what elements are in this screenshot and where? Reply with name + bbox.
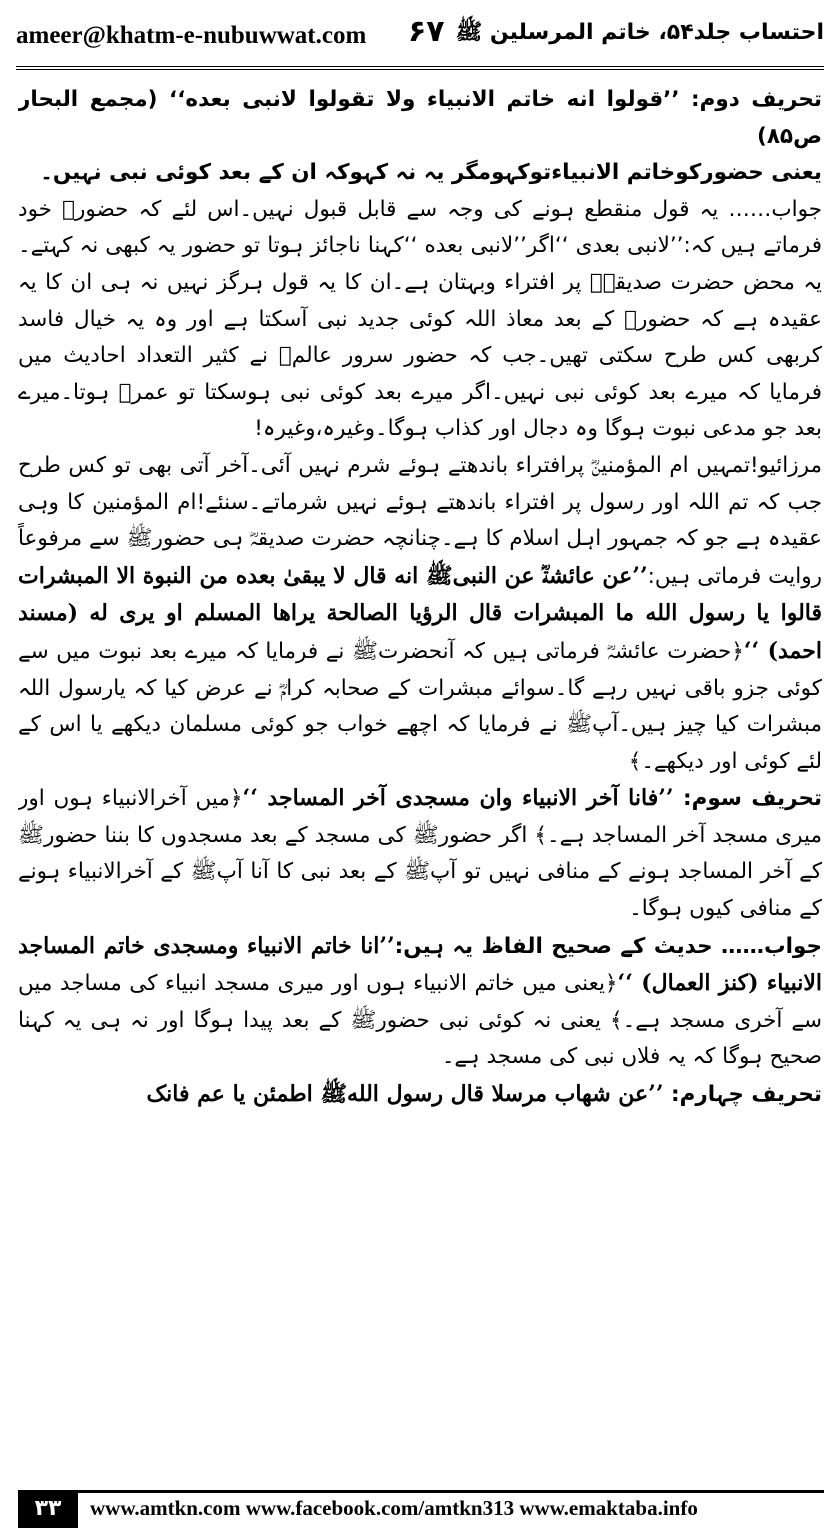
footer-divider <box>18 1490 824 1493</box>
header-email-link[interactable]: ameer@khatm-e-nubuwwat.com <box>16 22 367 49</box>
tahreef-4-arabic: ’’عن شهاب مرسلا قال رسول اللهﷺ اطمئن یا عم فانک <box>146 1081 664 1108</box>
page-header <box>16 0 824 66</box>
answer-2-text: ﴿یعنی میں خاتم الانبیاء ہوں اور میری مسجد انبیاء کی مساجد میں سے آخری مسجد ہے۔﴾ یعنی نہ کوئی نبی حضورﷺ کے بعد پیدا ہوگا اور نہ ہی یہ کہنا صحیح ہوگا کہ یہ فلاں نبی کی مسجد ہے۔ <box>18 971 822 1070</box>
hadith-aisha-arabic: ’’عن عائشةؓ عن النبیﷺ انه قال لا یبقیٰ بعده من النبوة الا المبشرات قالوا یا رسول الله ما المبشرات قال الرؤیا الصالحة یراها المسلم او یری له (مسند احمد) ‘‘ <box>18 562 822 664</box>
header-page-number: ۶۷ <box>408 14 445 49</box>
header-book-title: احتساب جلد۵۴، خاتم المرسلین ﷺ <box>455 20 824 45</box>
footer-links[interactable]: www.amtkn.com www.facebook.com/amtkn313 www.emaktaba.info <box>90 1496 698 1520</box>
answer-1-paragraph: جواب…… یہ قول منقطع ہونے کی وجہ سے قابل قبول نہیں۔اس لئے کہ حضورﷺ خود فرماتے ہیں کہ:’’لانبی بعدی ‘‘اگر’’لانبی بعده ‘‘کہنا ناجائز ہوتا تو حضور یہ کبھی نہ کہتے۔یہ محض حضرت صدیقہؓ پر افتراء وبہتان ہے۔ان کا یہ قول ہرگز نہیں نہ ہی ان کا یہ عقیدہ ہے کہ حضورﷺ کے بعد معاذ اللہ کوئی جدید نبی آسکتا ہے اور وہ یہ خیال فاسد کربھی کس طرح سکتی تھیں۔جب کہ حضور سرور عالمﷺ نے کثیر التعداد احادیث میں فرمایا کہ میرے بعد کوئی نبی نہیں۔اگر میرے بعد کوئی نبی ہوسکتا تو عمرؓ ہوتا۔میرے بعد جو مدعی نبوت ہوگا وہ دجال اور کذاب ہوگا۔وغیرہ،وغیرہ! <box>18 196 822 442</box>
tahreef-3-text: ﴿میں آخرالانبیاء ہوں اور میری مسجد آخر المساجد ہے۔﴾ اگر حضورﷺ کی مسجد کے بعد مسجدوں کا بننا حضورﷺ کے آخر المساجد ہونے کے منافی نہیں تو آپﷺ کے بعد نبی کا آنا آپﷺ کے آخرالانبیاء ہونے کے منافی کیوں ہوگا۔ <box>18 786 822 922</box>
tahreef-2-heading: تحریف دوم: ’’قولوا انه خاتم الانبیاء ولا تقولوا لانبی بعده‘‘ (مجمع البحار ص۸۵) <box>18 87 822 149</box>
hadith-aisha-translation: ﴿حضرت عائشہؓ فرماتی ہیں کہ آنحضرتﷺ نے فرمایا کہ میرے بعد نبوت میں سے کوئی جزو باقی نہیں رہے گا۔سوائے مبشرات کے صحابہ کرامؓ نے عرض کیا کہ یارسول اللہ مبشرات کیا چیز ہیں۔آپﷺ نے فرمایا کہ اچھے خواب جو کوئی مسلمان دیکھے یا اس کے لئے کوئی اور دیکھے۔﴾ <box>18 638 822 774</box>
header-divider <box>16 66 824 70</box>
page-body <box>18 82 822 1457</box>
tahreef-2-meaning: یعنی حضورکوخاتم الانبیاءتوکہومگر یہ نہ کہوکہ ان کے بعد کوئی نبی نہیں۔ <box>40 160 822 186</box>
tahreef-4-label: تحریف چہارم: <box>663 1082 822 1108</box>
tahreef-4-paragraph <box>18 1076 822 1114</box>
tahreef-3-label: تحریف سوم: <box>673 786 822 812</box>
answer-2-paragraph <box>18 928 822 1076</box>
footer-page-box: ۳۳ <box>18 1490 78 1528</box>
page-footer <box>18 1490 824 1530</box>
answer-2-label: جواب…… حدیث کے صحیح الفاظ یہ ہیں: <box>394 933 822 959</box>
tahreef-3-arabic: ’’فانا آخر الانبیاء وان مسجدی آخر المساجد ‘‘ <box>242 785 674 812</box>
mirzais-text: مرزائیو!تمہیں ام المؤمنینؓ پرافتراء باندھتے ہوئے شرم نہیں آئی۔آخر آتی بھی تو کس طرح جب کہ تم اللہ اور رسول پر افتراء باندھتے ہوئے نہیں شرماتے۔سنئے!ام المؤمنین کا وہی عقیدہ ہے جو کہ جمہور اہل اسلام کا ہے۔چنانچہ حضرت صدیقہؓ ہی حضورﷺ سے مرفوعاً روایت فرماتی ہیں: <box>18 452 822 589</box>
mirzais-paragraph <box>18 448 822 780</box>
tahreef-3-paragraph <box>18 780 822 927</box>
answer-2-arabic: ’’انا خاتم الانبیاء ومسجدی خاتم المساجد الانبیاء (کنز العمال) ‘‘ <box>18 932 822 997</box>
